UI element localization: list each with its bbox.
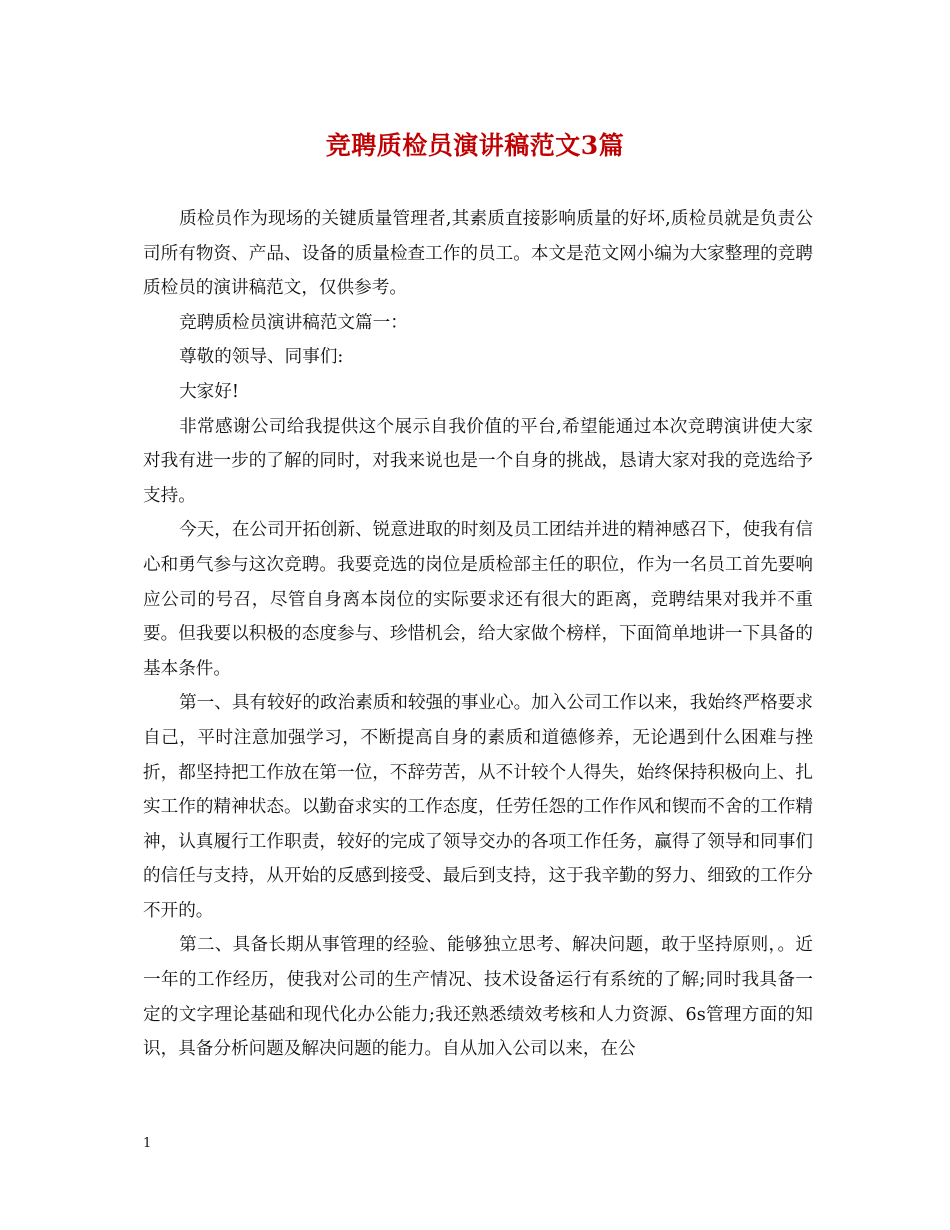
paragraph-today: 今天，在公司开拓创新、锐意进取的时刻及员工团结并进的精神感召下，使我有信心和勇气参与这次竞聘。我要竞选的岗位是质检部主任的职位，作为一名员工首先要响应公司的号召，尽管自身离本岗位的实际要求还有很大的距离，竞聘结果对我并不重要。但我要以积极的态度参与、珍惜机会，给大家做个榜样，下面简单地讲一下具备的基本条件。 [143,520,813,679]
paragraph-section-heading: 竞聘质检员演讲稿范文篇一： [179,312,408,333]
paragraph-first-point: 第一、具有较好的政治素质和较强的事业心。加入公司工作以来，我始终严格要求自己，平时注意加强学习，不断提高自身的素质和道德修养，无论遇到什么困难与挫折，都坚持把工作放在第一位，不辞劳苦，从不计较个人得失，始终保持积极向上、扎实工作的精神状态。以勤奋求实的工作态度，任劳任怨的工作作风和锲而不舍的工作精神，认真履行工作职责，较好的完成了领导交办的各项工作任务，赢得了领导和同事们的信任与支持，从开始的反感到接受、最后到支持，这于我辛勤的努力、细致的工作分不开的。 [143,693,813,921]
document-title: 竞聘质检员演讲稿范文3篇 [325,131,625,160]
paragraph-thanks: 非常感谢公司给我提供这个展示自我价值的平台,希望能通过本次竞聘演讲使大家对我有进一步的了解的同时，对我来说也是一个自身的挑战，恳请大家对我的竞选给予支持。 [143,416,813,506]
page-number: 1 [143,1136,152,1151]
paragraph-second-point: 第二、具备长期从事管理的经验、能够独立思考、解决问题，敢于坚持原则，。近一年的工作经历，使我对公司的生产情况、技术设备运行有系统的了解;同时我具备一定的文字理论基础和现代化办公能力;我还熟悉绩效考核和人力资源、6s管理方面的知识，具备分析问题及解决问题的能力。自从加入公司以来，在公 [143,935,813,1060]
paragraph-salutation: 尊敬的领导、同事们: [179,347,344,368]
paragraph-intro: 质检员作为现场的关键质量管理者,其素质直接影响质量的好坏,质检员就是负责公司所有物资、产品、设备的质量检查工作的员工。本文是范文网小编为大家整理的竞聘质检员的演讲稿范文，仅供参考。 [143,209,813,299]
paragraph-greeting: 大家好! [179,381,239,402]
document-body [143,202,813,1067]
